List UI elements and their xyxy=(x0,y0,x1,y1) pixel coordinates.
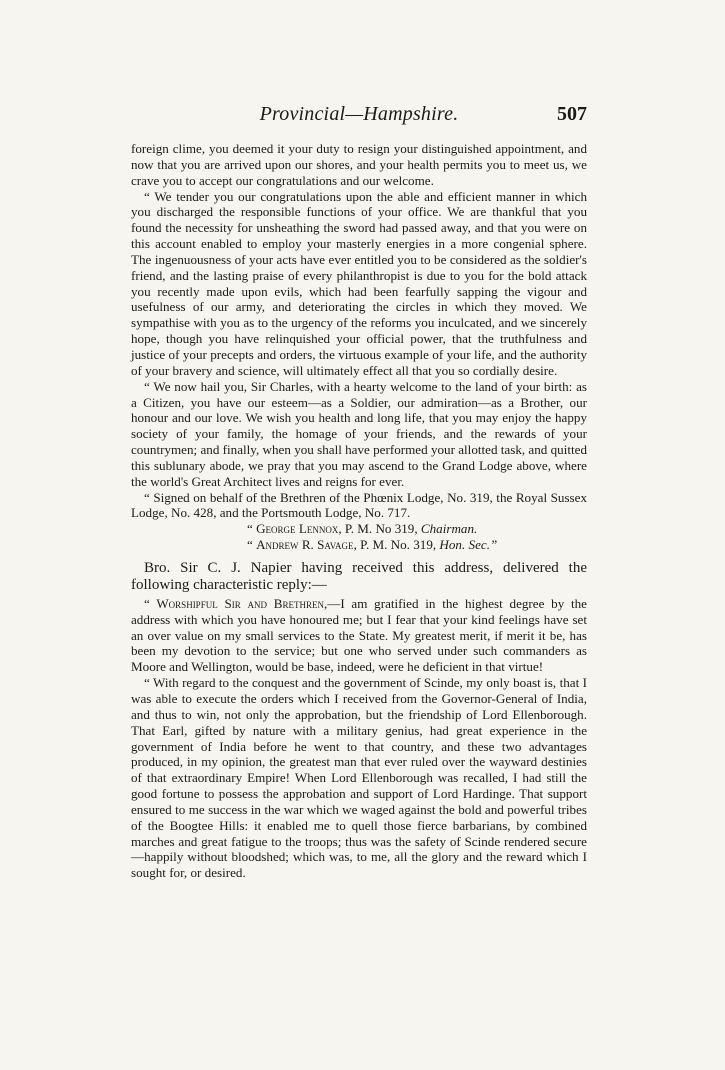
signature-details: , P. M. No. 319, xyxy=(353,537,440,553)
signature-role: Hon. Sec.” xyxy=(439,537,498,553)
reply-paragraph xyxy=(131,596,587,675)
book-page xyxy=(131,103,587,881)
page-header xyxy=(131,103,587,133)
address-paragraph: “ Signed on behalf of the Brethren of the Phœnix Lodge, No. 319, the Royal Sussex Lodge, No. 428, and the Portsmouth Lodge, No. 717. xyxy=(131,489,587,521)
page-number: 507 xyxy=(557,103,587,125)
address-paragraph: foreign clime, you deemed it your duty to resign your distinguished appointment, and now that you are arrived upon our shores, and your health permits you to meet us, we crave you to accept our congratulations and our welcome. xyxy=(131,141,587,188)
signature-details: , P. M. No 319, xyxy=(338,521,421,537)
reply-text: —I am gratified in the highest degree by the address with which you have honoured me; but I fear that your kind feelings have set an over value on my small services to the State. My greatest merit, if merit it be, has been my devotion to the service; but one who served under such commanders as Moore and Wellington, would be base, indeed, were he deficient in that virtue! xyxy=(131,595,587,675)
address-paragraph: “ We tender you our congratulations upon the able and efficient manner in which you discharged the responsible functions of your office. We are thankful that you found the necessity for unsheathing the sword had passed away, and that you were on this account enabled to employ your masterly energies in a more congenial sphere. The ingenuousness of your acts have ever entitled you to be considered as the soldier's friend, and the lasting praise of every philanthropist is due to you for the bold attack you recently made upon evils, which had been fearfully sapping the vigour and usefulness of our army, and deteriorating the circles in which they moved. We sympathise with you as to the urgency of the reforms you inculcated, and we sincerely hope, though you have relinquished your official power, that the truthfulness and justice of your precepts and orders, the virtuous example of your life, and the authority of your bravery and science, will ultimately effect all that you so cordially desire. xyxy=(131,188,587,378)
address-paragraph: “ We now hail you, Sir Charles, with a hearty welcome to the land of your birth: as a Citizen, you have our esteem—as a Soldier, our admiration—as a Brother, our honour and our love. We wish you health and long life, that you may enjoy the happy society of your family, the homage of your friends, and the rewards of your countrymen; and finally, when you shall have performed your allotted task, and quitted this sublunary abode, we pray that you may ascend to the Grand Lodge above, where the world's Great Architect lives and reigns for ever. xyxy=(131,378,587,489)
signature-role: Chairman. xyxy=(420,521,478,537)
signature-quote: “ xyxy=(247,521,257,537)
signature-line xyxy=(131,537,587,553)
reply-salutation: “ Worshipful Sir and Brethren, xyxy=(144,595,328,611)
signature-quote: “ xyxy=(247,537,257,553)
page-body xyxy=(131,141,587,881)
reply-paragraph: “ With regard to the conquest and the government of Scinde, my only boast is, that I was able to execute the orders which I received from the Governor-General of India, and thus to win, not only the approbation, but the friendship of Lord Ellenborough. That Earl, gifted by nature with a military genius, had great experience in the government of India before he went to that country, and these two advantages produced, in my opinion, the greatest man that ever ruled over the wayward destinies of that extraordinary Empire! When Lord Ellenborough was recalled, I had still the good fortune to possess the approbation and support of Lord Hardinge. That support ensured to me success in the war which we waged against the bold and powerful tribes of the Boogtee Hills: it enabled me to quell those fierce barbarians, by combined marches and great fatigue to the troops; thus was the safety of Scinde rendered secure—happily without bloodshed; which was, to me, all the glory and the reward which I sought for, or desired. xyxy=(131,675,587,881)
signature-name: Andrew R. Savage xyxy=(256,537,354,553)
signature-name: George Lennox xyxy=(256,521,339,537)
running-title: Provincial—Hampshire. xyxy=(259,103,459,125)
signature-line xyxy=(131,521,587,537)
reply-introduction: Bro. Sir C. J. Napier having received this address, delivered the following characteristic reply:— xyxy=(131,559,587,593)
